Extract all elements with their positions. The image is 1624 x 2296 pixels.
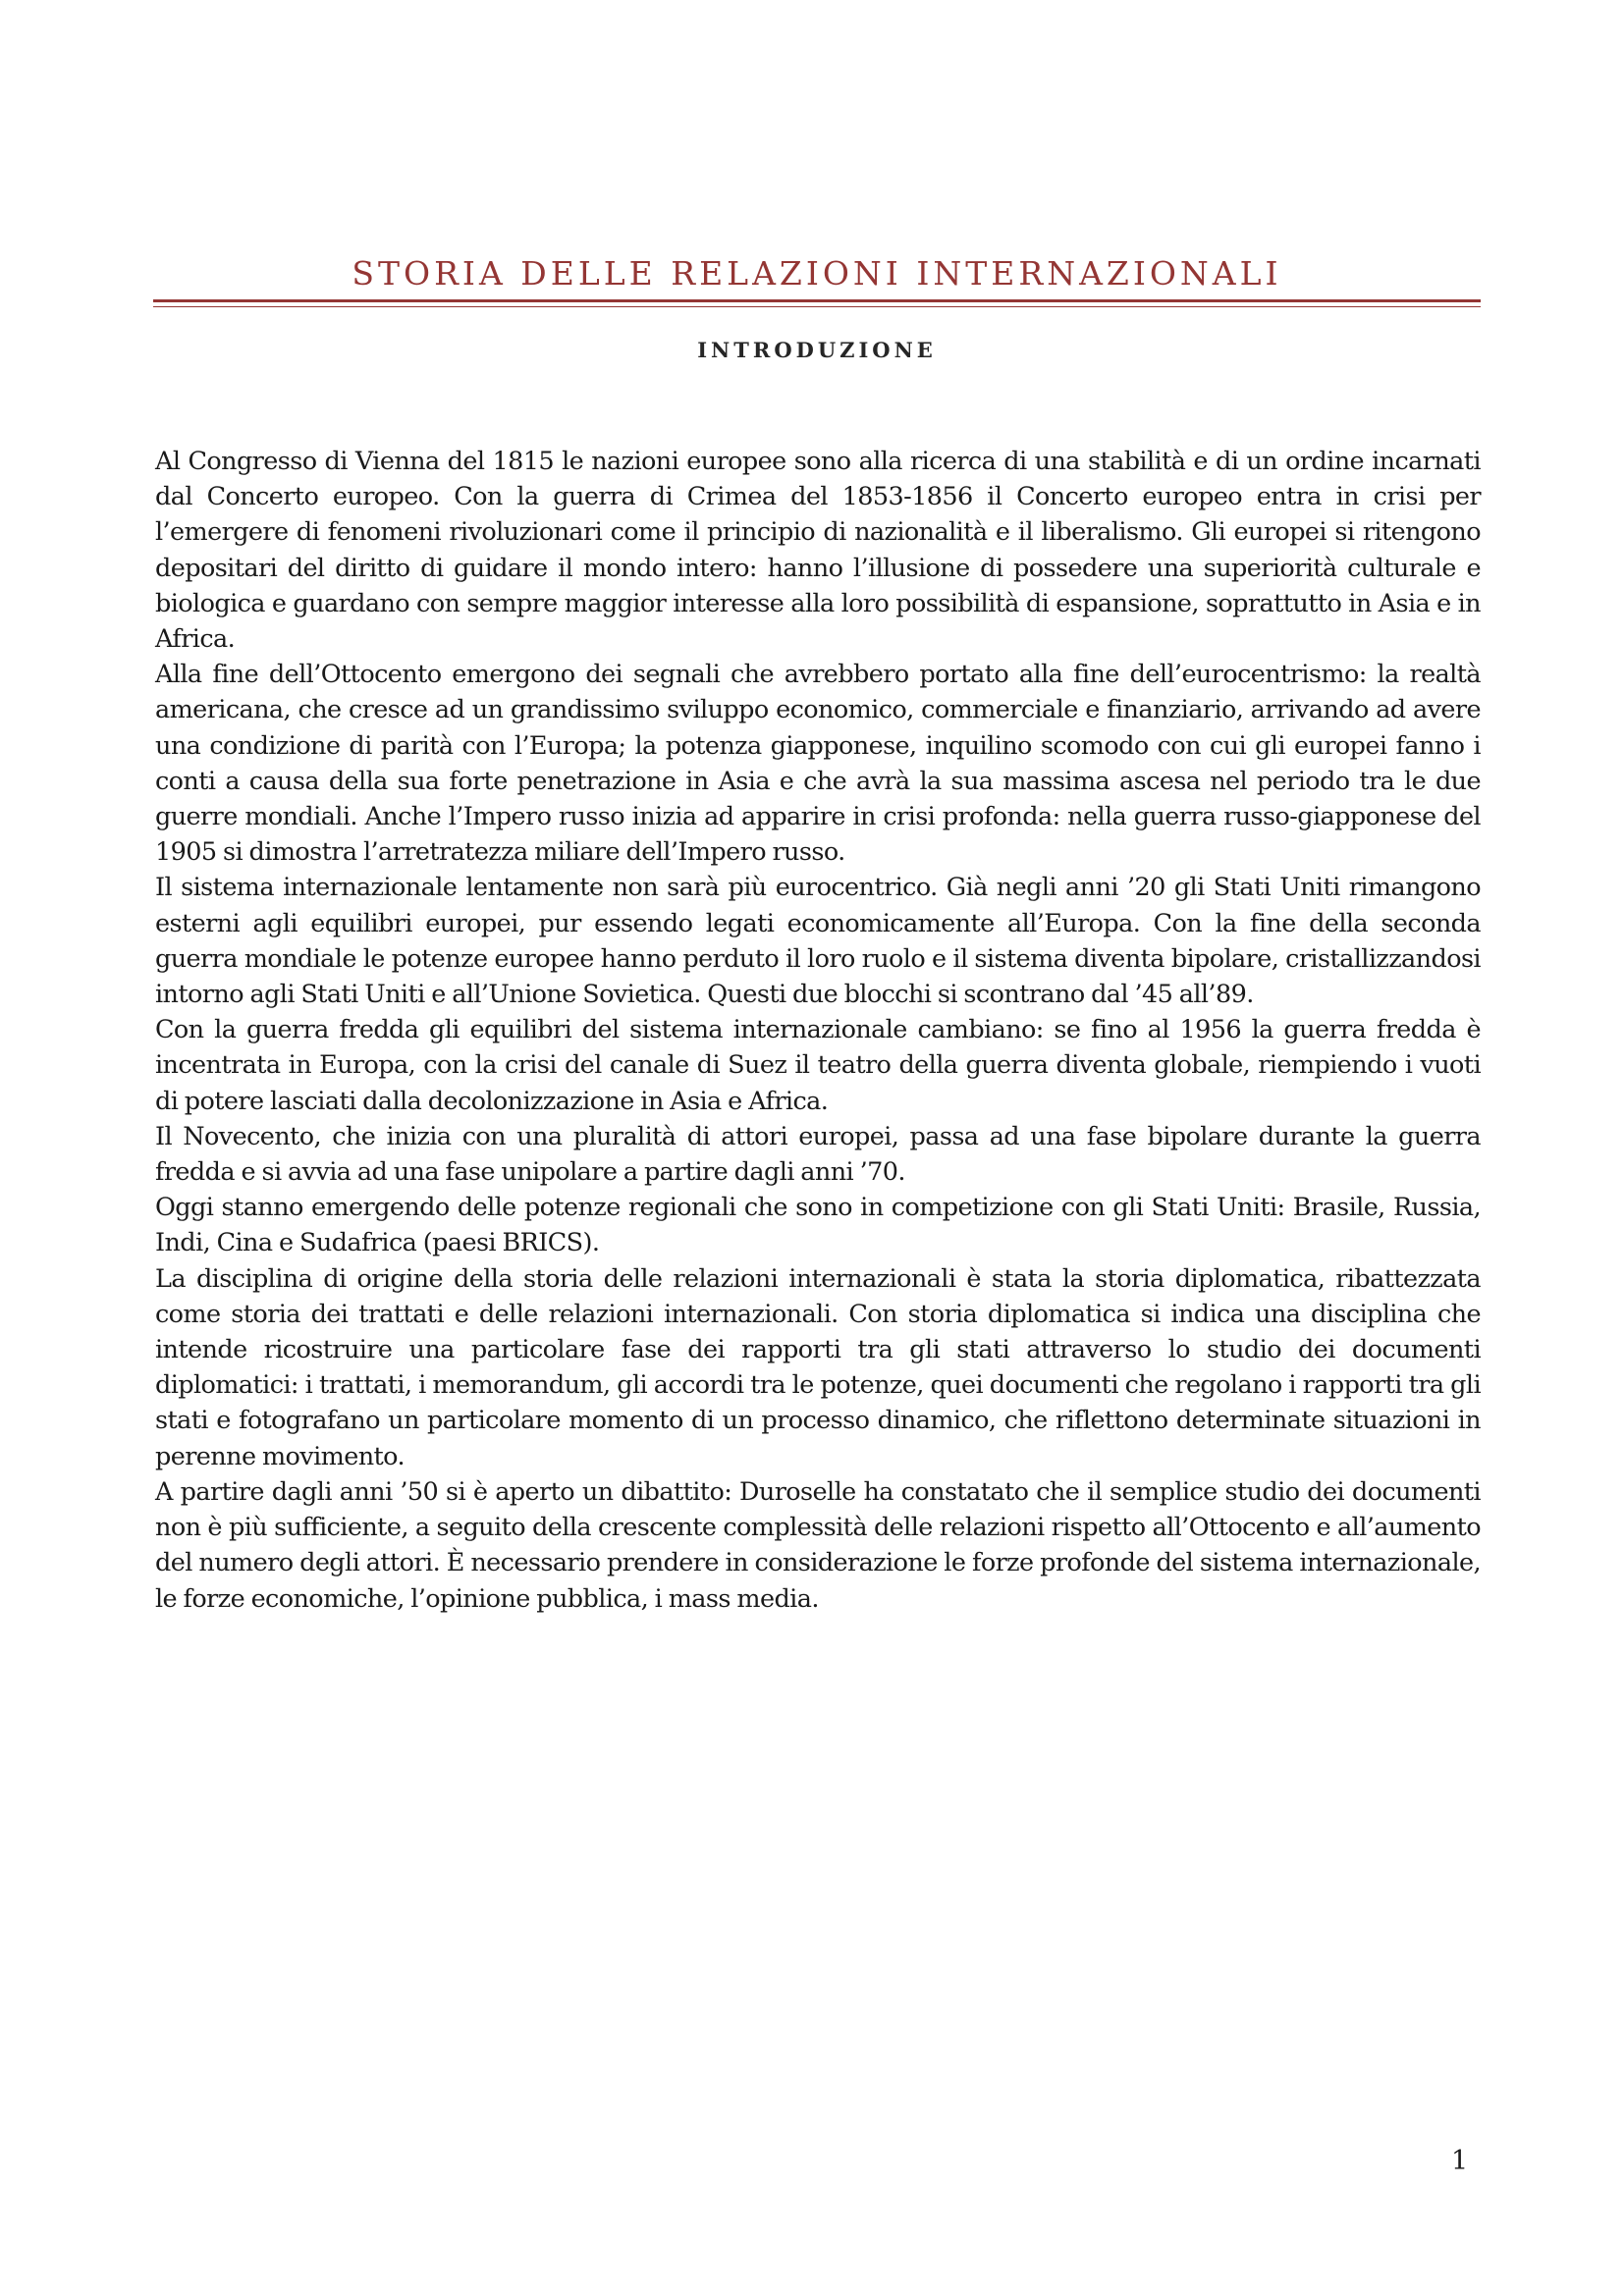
paragraph: La disciplina di origine della storia delle relazioni internazionali è stata la storia diplomatica, ribattezzata come storia dei trattati e delle relazioni internazionali. Con storia diplomatica si indica una disciplina che intende ricostruire una particolare fase dei rapporti tra gli stati attraverso lo studio dei documenti diplomatici: i trattati, i memorandum, gli accordi tra le potenze, quei documenti che regolano i rapporti tra gli stati e fotografano un particolare momento di un processo dinamico, che riflettono determinate situazioni in perenne movimento. bbox=[155, 1263, 1481, 1471]
page-number: 1 bbox=[1451, 2146, 1469, 2176]
paragraph: Al Congresso di Vienna del 1815 le nazioni europee sono alla ricerca di una stabilità e di un ordine incarnati dal Concerto europeo. Con la guerra di Crimea del 1853-1856 il Concerto europeo entra in crisi per l’emergere di fenomeni rivoluzionari come il principio di nazionalità e il liberalismo. Gli europei si ritengono depositari del diritto di guidare il mondo intero: hanno l’illusione di possedere una superiorità culturale e biologica e guardano con sempre maggior interesse alla loro possibilità di espansione, soprattutto in Asia e in Africa. bbox=[155, 447, 1481, 655]
title-block bbox=[153, 251, 1481, 302]
document-title: STORIA DELLE RELAZIONI INTERNAZIONALI bbox=[352, 254, 1282, 293]
paragraph: Il sistema internazionale lentamente non sarà più eurocentrico. Già negli anni ’20 gli Stati Uniti rimangono esterni agli equilibri europei, pur essendo legati economicamente all’Europa. Con la fine della seconda guerra mondiale le potenze europee hanno perduto il loro ruolo e il sistema diventa bipolare, cristallizzandosi intorno agli Stati Uniti e all’Unione Sovietica. Questi due blocchi si scontrano dal ’45 all’89. bbox=[155, 873, 1481, 1010]
section-subtitle: INTRODUZIONE bbox=[697, 338, 937, 362]
paragraph: Oggi stanno emergendo delle potenze regionali che sono in competizione con gli Stati Uniti: Brasile, Russia, Indi, Cina e Sudafrica (paesi BRICS). bbox=[155, 1193, 1481, 1258]
paragraph: Alla fine dell’Ottocento emergono dei segnali che avrebbero portato alla fine dell’eurocentrismo: la realtà americana, che cresce ad un grandissimo sviluppo economico, commerciale e finanziario, arrivando ad avere una condizione di parità con l’Europa; la potenza giapponese, inquilino scomodo con cui gli europei fanno i conti a causa della sua forte penetrazione in Asia e che avrà la sua massima ascesa nel periodo tra le due guerre mondiali. Anche l’Impero russo inizia ad apparire in crisi profonda: nella guerra russo-giapponese del 1905 si dimostra l’arretratezza miliare dell’Impero russo. bbox=[155, 660, 1481, 868]
title-underline-rule bbox=[153, 299, 1481, 307]
paragraph: Il Novecento, che inizia con una pluralità di attori europei, passa ad una fase bipolare durante la guerra fredda e si avvia ad una fase unipolare a partire dagli anni ’70. bbox=[155, 1121, 1481, 1188]
body-text bbox=[155, 444, 1481, 1617]
paragraph: A partire dagli anni ’50 si è aperto un dibattito: Duroselle ha constatato che il semplice studio dei documenti non è più sufficiente, a seguito della crescente complessità delle relazioni rispetto all’Ottocento e all’aumento del numero degli attori. È necessario prendere in considerazione le forze profonde del sistema internazionale, le forze economiche, l’opinione pubblica, i mass media. bbox=[155, 1476, 1481, 1614]
paragraph: Con la guerra fredda gli equilibri del sistema internazionale cambiano: se fino al 1956 la guerra fredda è incentrata in Europa, con la crisi del canale di Suez il teatro della guerra diventa globale, riempiendo i vuoti di potere lasciati dalla decolonizzazione in Asia e Africa. bbox=[155, 1015, 1481, 1116]
